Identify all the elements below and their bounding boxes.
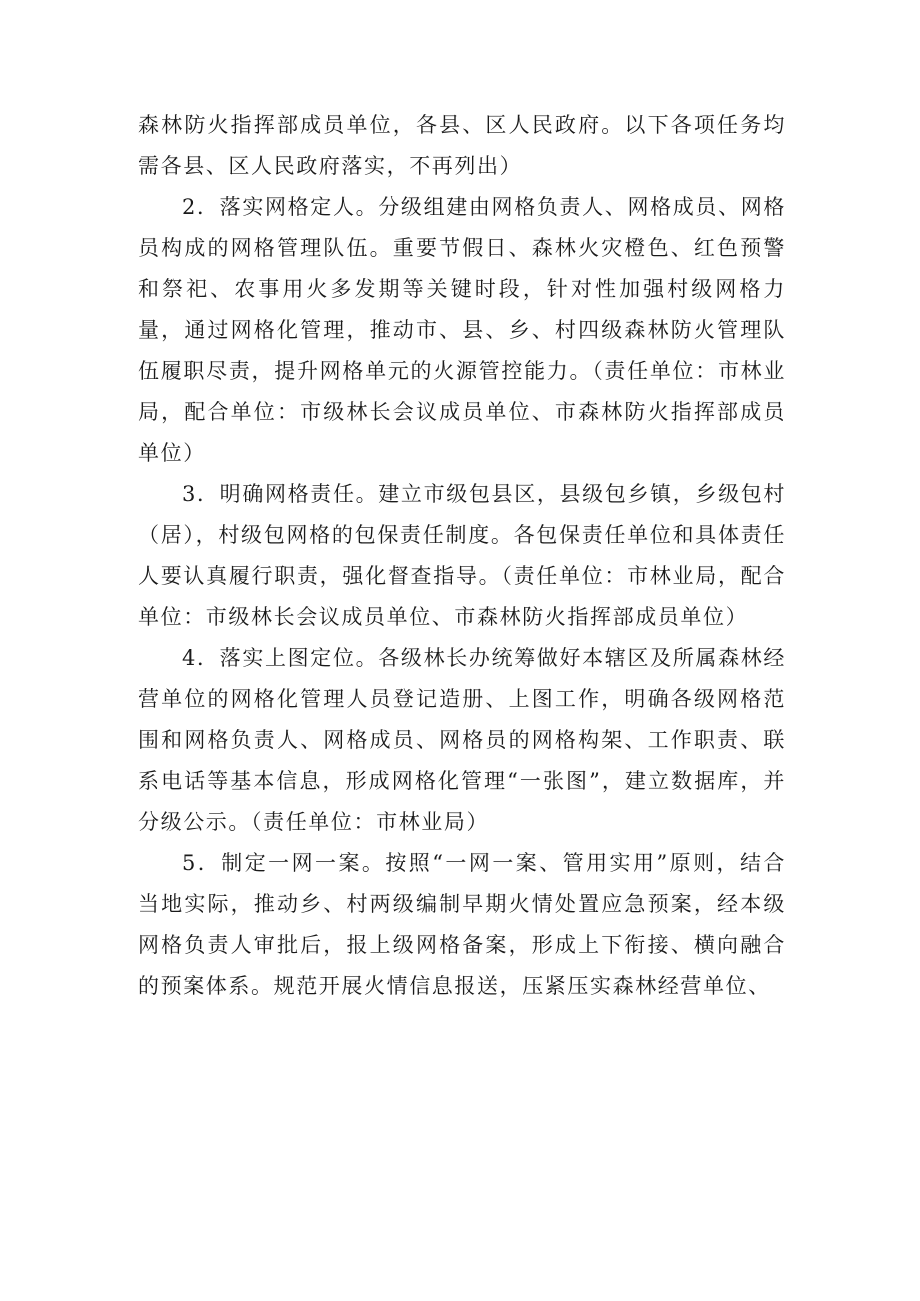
paragraph-continuation: 森林防火指挥部成员单位，各县、区人民政府。以下各项任务均需各县、区人民政府落实，不再列出） <box>138 113 786 178</box>
paragraph-item-5: 5．制定一网一案。按照“一网一案、管用实用”原则，结合当地实际，推动乡、村两级编制早期火情处置应急预案，经本级网格负责人审批后，报上级网格备案，形成上下衔接、横向融合的预案体系。规范开展火情信息报送，压紧压实森林经营单位、 <box>138 851 786 998</box>
paragraph-item-3: 3．明确网格责任。建立市级包县区，县级包乡镇，乡级包村（居），村级包网格的包保责任制度。各包保责任单位和具体责任人要认真履行职责，强化督查指导。（责任单位：市林业局，配合单位：市级林长会议成员单位、市森林防火指挥部成员单位） <box>138 482 786 629</box>
document-page <box>138 105 786 1007</box>
paragraph-item-4: 4．落实上图定位。各级林长办统筹做好本辖区及所属森林经营单位的网格化管理人员登记造册、上图工作，明确各级网格范围和网格负责人、网格成员、网格员的网格构架、工作职责、联系电话等基本信息，形成网格化管理“一张图”，建立数据库，并分级公示。（责任单位：市林业局） <box>138 646 786 834</box>
paragraph-item-2: 2．落实网格定人。分级组建由网格负责人、网格成员、网格员构成的网格管理队伍。重要节假日、森林火灾橙色、红色预警和祭祀、农事用火多发期等关键时段，针对性加强村级网格力量，通过网格化管理，推动市、县、乡、村四级森林防火管理队伍履职尽责，提升网格单元的火源管控能力。（责任单位：市林业局，配合单位：市级林长会议成员单位、市森林防火指挥部成员单位） <box>138 195 786 465</box>
